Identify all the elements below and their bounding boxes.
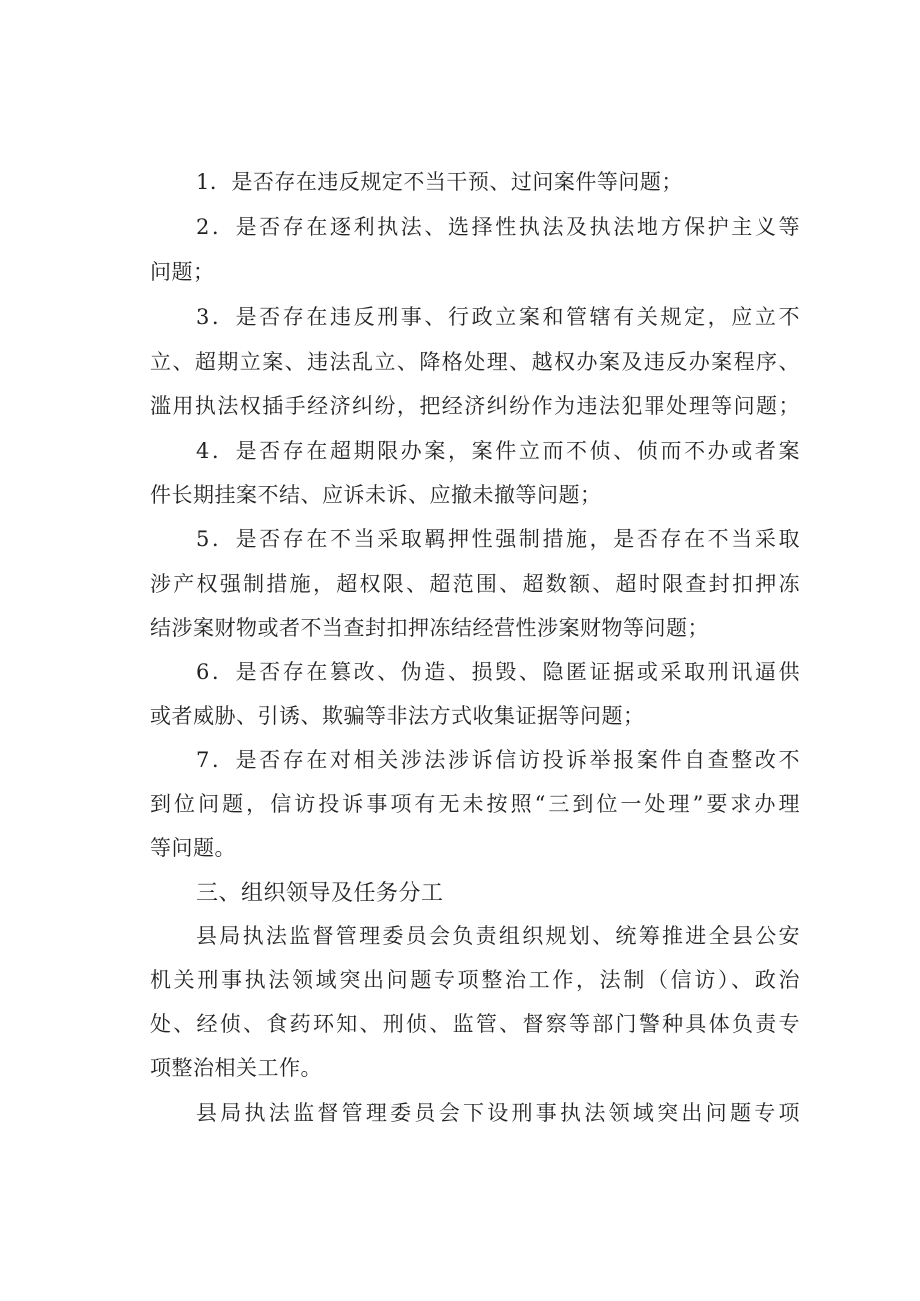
paragraph-1-line-1: 县局执法监督管理委员会负责组织规划、统筹推进全县公安 <box>196 924 800 948</box>
item-5-line-1: 5．是否存在不当采取羁押性强制措施，是否存在不当采取 <box>196 527 800 551</box>
item-3-line-2: 立、超期立案、违法乱立、降格处理、越权办案及违反办案程序、 <box>150 350 800 374</box>
item-5-line-3: 结涉案财物或者不当查封扣押冻结经营性涉案财物等问题； <box>150 616 709 640</box>
item-6-line-2: 或者威胁、引诱、欺骗等非法方式收集证据等问题； <box>150 704 645 728</box>
paragraph-1-line-2: 机关刑事执法领域突出问题专项整治工作，法制（信访）、政治 <box>150 968 800 992</box>
item-5-line-2: 涉产权强制措施，超权限、超范围、超数额、超时限查封扣押冻 <box>150 572 800 596</box>
item-2-line-2: 问题； <box>150 260 215 284</box>
section-heading: 三、组织领导及任务分工 <box>196 881 444 906</box>
item-7-line-2: 到位问题，信访投诉事项有无未按照“三到位一处理”要求办理 <box>150 792 800 816</box>
item-4-line-1: 4．是否存在超期限办案，案件立而不侦、侦而不办或者案 <box>196 439 800 463</box>
item-4-line-2: 件长期挂案不结、应诉未诉、应撤未撤等问题； <box>150 483 602 507</box>
item-6-line-1: 6．是否存在篡改、伪造、损毁、隐匿证据或采取刑讯逼供 <box>196 660 800 684</box>
paragraph-2-line-1: 县局执法监督管理委员会下设刑事执法领域突出问题专项 <box>196 1101 800 1125</box>
item-7-line-3: 等问题。 <box>150 836 236 860</box>
item-3-line-1: 3．是否存在违反刑事、行政立案和管辖有关规定，应立不 <box>196 305 800 329</box>
item-1-line-1: 1．是否存在违反规定不当干预、过问案件等问题； <box>196 170 683 194</box>
paragraph-1-line-3: 处、经侦、食药环知、刑侦、监管、督察等部门警种具体负责专 <box>150 1012 800 1036</box>
paragraph-1-line-4: 项整治相关工作。 <box>150 1056 322 1080</box>
item-2-line-1: 2．是否存在逐利执法、选择性执法及执法地方保护主义等 <box>196 215 800 239</box>
item-3-line-3: 滥用执法权插手经济纠纷，把经济纠纷作为违法犯罪处理等问题； <box>150 394 800 418</box>
item-7-line-1: 7．是否存在对相关涉法涉诉信访投诉举报案件自查整改不 <box>196 748 800 772</box>
